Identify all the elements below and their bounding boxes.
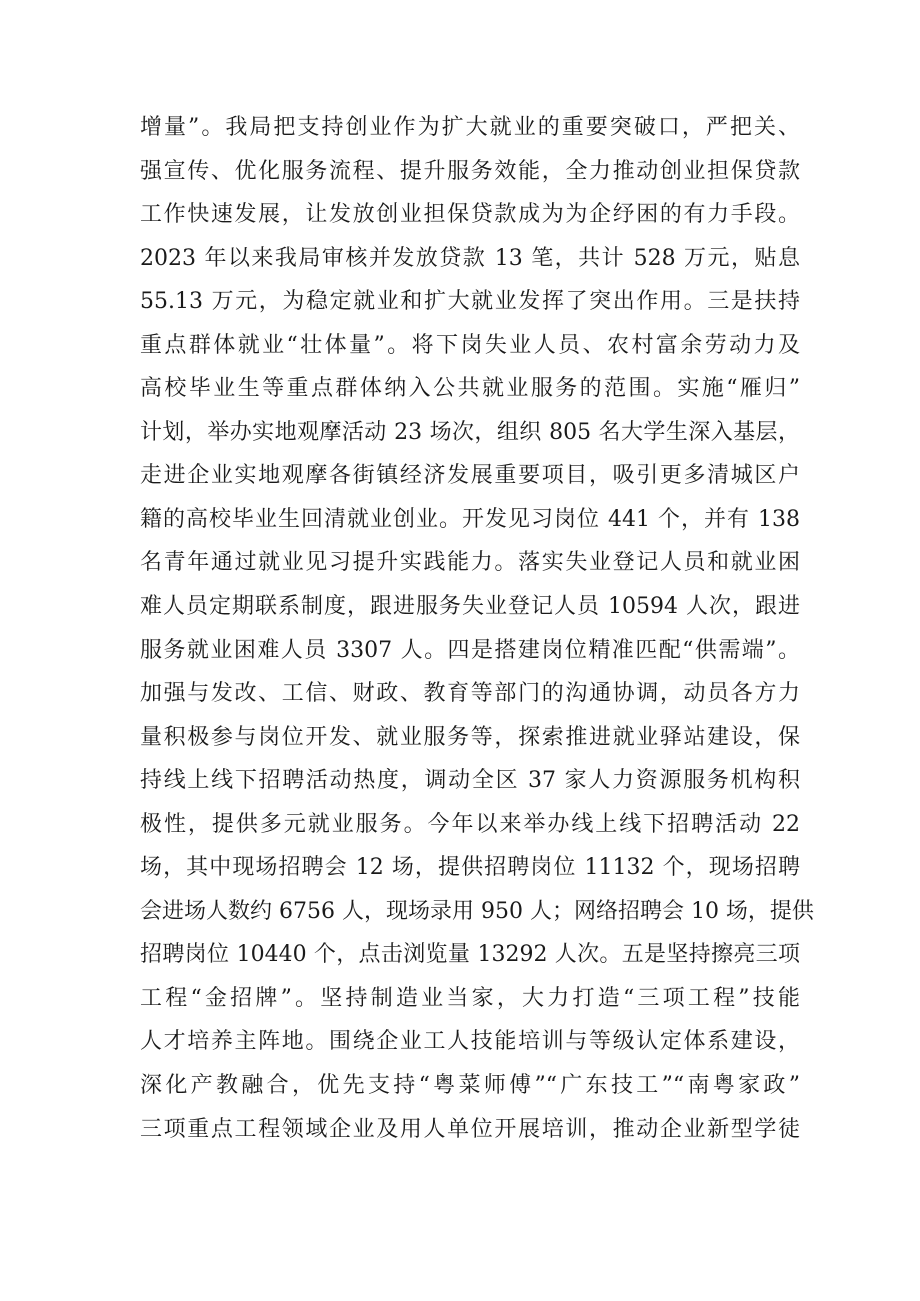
text-line: 强宣传、优化服务流程、提升服务效能，全力推动创业担保贷款 [140,158,800,184]
text-line: 55.13 万元，为稳定就业和扩大就业发挥了突出作用。三是扶持 [140,289,800,315]
text-line: 计划，举办实地观摩活动 23 场次，组织 805 名大学生深入基层， [140,419,800,445]
text-line: 高校毕业生等重点群体纳入公共就业服务的范围。实施“雁归” [140,376,800,402]
text-line: 名青年通过就业见习提升实践能力。落实失业登记人员和就业困 [140,550,800,576]
text-line: 工程“金招牌”。坚持制造业当家，大力打造“三项工程”技能 [140,985,800,1011]
text-line: 增量”。我局把支持创业作为扩大就业的重要突破口，严把关、 [140,115,800,140]
text-line: 走进企业实地观摩各街镇经济发展重要项目，吸引更多清城区户 [140,463,800,489]
text-line: 服务就业困难人员 3307 人。四是搭建岗位精准匹配“供需端”。 [140,637,800,663]
text-line: 工作快速发展，让发放创业担保贷款成为为企纾困的有力手段。 [140,202,800,228]
text-line: 深化产教融合，优先支持“粤菜师傅”“广东技工”“南粤家政” [140,1073,800,1099]
text-line: 极性，提供多元就业服务。今年以来举办线上线下招聘活动 22 [140,811,800,837]
text-line: 2023 年以来我局审核并发放贷款 13 笔，共计 528 万元，贴息 [140,245,800,271]
text-line: 量积极参与岗位开发、就业服务等，探索推进就业驿站建设，保 [140,724,800,750]
text-line: 重点群体就业“壮体量”。将下岗失业人员、农村富余劳动力及 [140,332,800,358]
text-line: 难人员定期联系制度，跟进服务失业登记人员 10594 人次，跟进 [140,594,800,620]
text-line: 持线上线下招聘活动热度，调动全区 37 家人力资源服务机构积 [140,768,800,794]
text-line: 籍的高校毕业生回清就业创业。开发见习岗位 441 个，并有 138 [140,506,800,532]
text-line: 加强与发改、工信、财政、教育等部门的沟通协调，动员各方力 [140,681,800,707]
text-line: 三项重点工程领域企业及用人单位开展培训，推动企业新型学徒 [140,1116,800,1142]
text-line: 会进场人数约 6756 人，现场录用 950 人；网络招聘会 10 场，提供 [140,898,814,924]
text-line: 场，其中现场招聘会 12 场，提供招聘岗位 11132 个，现场招聘 [140,855,800,881]
text-line: 人才培养主阵地。围绕企业工人技能培训与等级认定体系建设， [140,1029,800,1055]
body-text [140,106,814,1151]
text-line: 招聘岗位 10440 个，点击浏览量 13292 人次。五是坚持擦亮三项 [140,942,800,968]
